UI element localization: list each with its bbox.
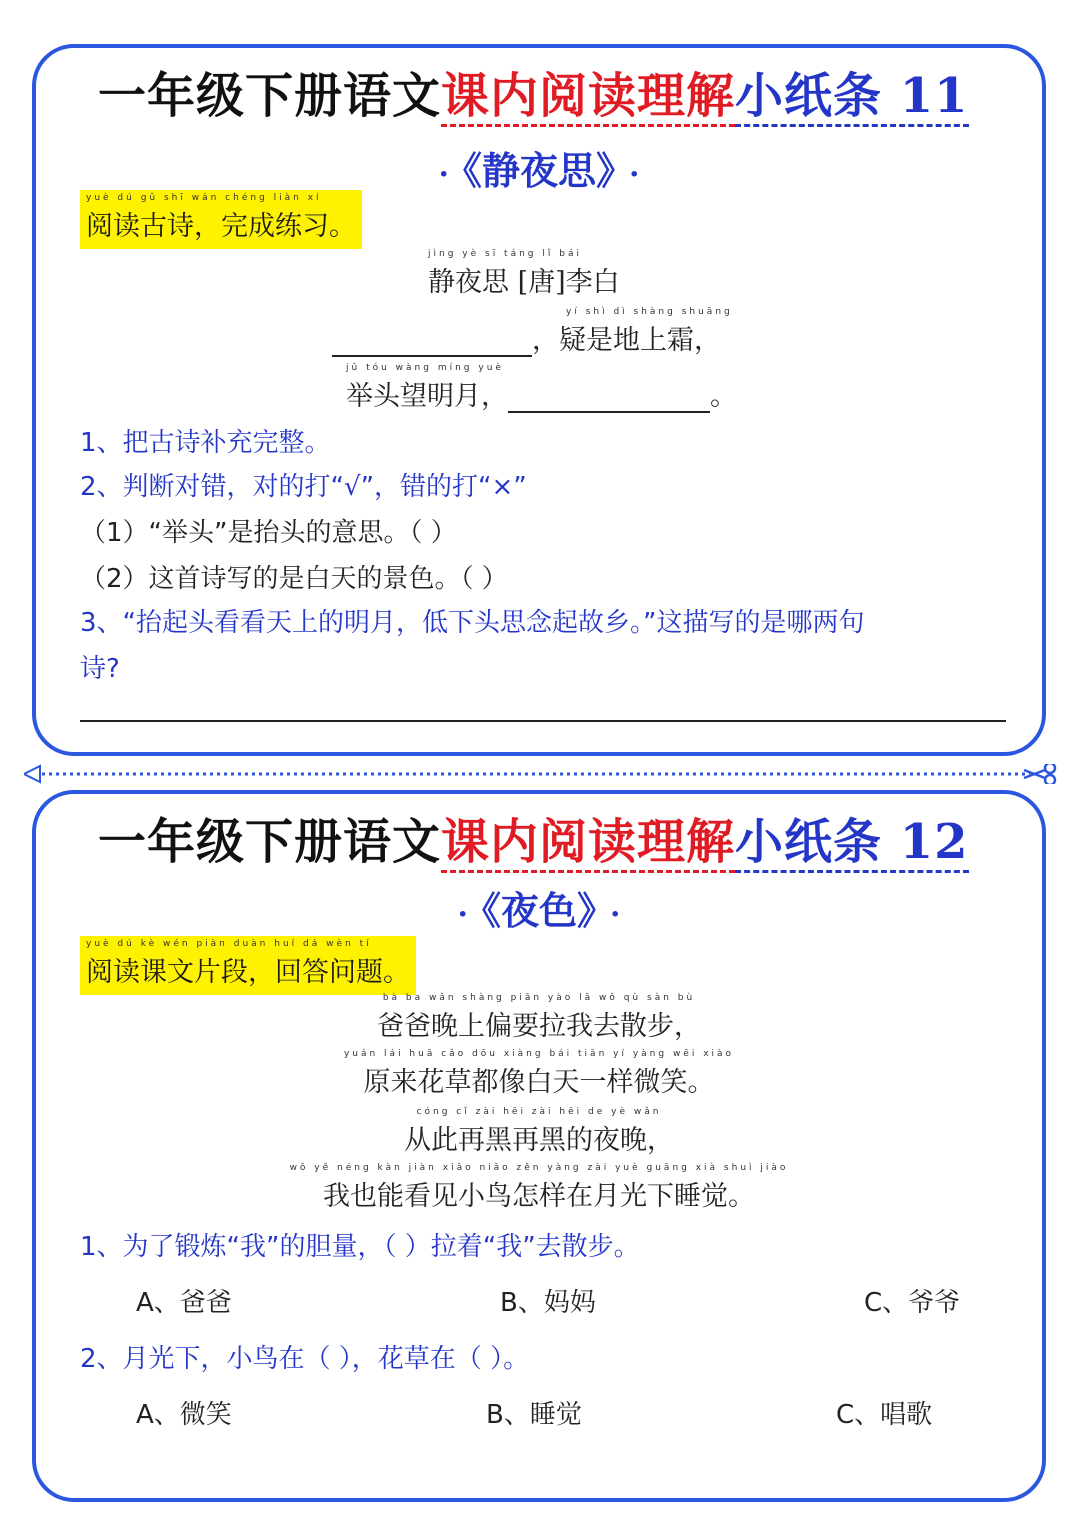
instruction-pinyin: yuè dú kè wén piàn duàn huí dá wèn tí bbox=[86, 939, 372, 949]
question-2: 2、月光下，小鸟在（ ），花草在（ ）。 bbox=[80, 1344, 530, 1374]
poem-line-1-2 bbox=[332, 306, 733, 357]
poem-line3-pinyin: jǔ tóu wàng míng yuè bbox=[346, 363, 504, 373]
scissors-icon bbox=[1024, 764, 1055, 784]
q2-option-a[interactable]: A、微笑 bbox=[136, 1400, 232, 1430]
poem-line-3-4 bbox=[346, 362, 737, 413]
title-part-reading: 课内阅读理解 bbox=[441, 68, 735, 127]
poem-title-pinyin: jìng yè sī táng lǐ bái bbox=[428, 249, 582, 259]
q2-option-b[interactable]: B、睡觉 bbox=[486, 1400, 582, 1430]
card-title bbox=[98, 810, 969, 874]
title-part-grade: 一年级下册语文 bbox=[98, 814, 442, 870]
q1-option-b[interactable]: B、妈妈 bbox=[500, 1288, 596, 1318]
instruction-text: 阅读古诗，完成练习。 bbox=[86, 211, 356, 242]
question-3-line-2: 诗? bbox=[80, 654, 120, 684]
poem-line2-text: ，疑是地上霜， bbox=[532, 325, 721, 356]
passage-pinyin: bà ba wǎn shàng piān yào lā wǒ qù sàn bù bbox=[382, 993, 696, 1003]
cut-line-separator bbox=[24, 764, 1064, 784]
passage-text: 我也能看见小鸟怎样在月光下睡觉。 bbox=[323, 1181, 755, 1212]
question-2-item-1: （1）“举头”是抬头的意思。（ ） bbox=[80, 518, 457, 548]
poem-line3-text: 举头望明月， bbox=[346, 381, 508, 412]
passage-line-3 bbox=[36, 1106, 1042, 1157]
passage-pinyin: cóng cǐ zài hēi zài hēi de yè wǎn bbox=[416, 1107, 662, 1117]
passage-line-2 bbox=[36, 1048, 1042, 1099]
passage-pinyin: wǒ yě néng kàn jiàn xiǎo niǎo zěn yàng zài yuè guāng xià shuì jiào bbox=[289, 1163, 789, 1173]
passage-line-1 bbox=[36, 992, 1042, 1043]
question-1: 1、把古诗补充完整。 bbox=[80, 428, 331, 458]
arrow-left-icon bbox=[24, 766, 40, 782]
title-part-grade: 一年级下册语文 bbox=[98, 68, 442, 124]
title-part-number: 小纸条 11 bbox=[735, 68, 969, 127]
passage-line-4 bbox=[36, 1162, 1042, 1213]
poem-line2-pinyin: yí shì dì shàng shuāng bbox=[566, 307, 733, 317]
q1-option-c[interactable]: C、爷爷 bbox=[864, 1288, 961, 1318]
question-3-line-1: 3、“抬起头看看天上的明月，低下头思念起故乡。”这描写的是哪两句 bbox=[80, 608, 865, 638]
subtitle-text: 《静夜思》 bbox=[462, 148, 615, 193]
question-2: 2、判断对错，对的打“√”，错的打“×” bbox=[80, 472, 527, 502]
passage-text: 爸爸晚上偏要拉我去散步， bbox=[377, 1011, 701, 1042]
instruction-highlight bbox=[80, 190, 362, 249]
instruction-pinyin: yuè dú gǔ shī wán chéng liàn xí bbox=[86, 193, 322, 203]
instruction-highlight bbox=[80, 936, 416, 995]
card-title bbox=[98, 64, 969, 128]
q2-option-c[interactable]: C、唱歌 bbox=[836, 1400, 933, 1430]
poem-title-line bbox=[428, 248, 620, 299]
answer-blank-2[interactable] bbox=[508, 387, 710, 413]
title-part-reading: 课内阅读理解 bbox=[441, 814, 735, 873]
passage-pinyin: yuán lái huā cǎo dōu xiàng bái tiān yí yàng wēi xiào bbox=[343, 1049, 735, 1059]
question-2-item-2: （2）这首诗写的是白天的景色。（ ） bbox=[80, 564, 508, 594]
title-part-number: 小纸条 12 bbox=[735, 814, 969, 873]
answer-blank-1[interactable] bbox=[332, 331, 532, 357]
instruction-text: 阅读课文片段，回答问题。 bbox=[86, 957, 410, 988]
subtitle-text: 《夜色》 bbox=[481, 888, 596, 933]
poem-title: 静夜思 [唐]李白 bbox=[428, 267, 620, 298]
answer-line-question-3[interactable] bbox=[80, 720, 1006, 722]
question-1: 1、为了锻炼“我”的胆量，（ ）拉着“我”去散步。 bbox=[80, 1232, 640, 1262]
poem-line3-end: 。 bbox=[710, 381, 737, 412]
passage-text: 从此再黑再黑的夜晚， bbox=[404, 1125, 674, 1156]
passage-text: 原来花草都像白天一样微笑。 bbox=[363, 1067, 715, 1098]
text-subtitle: · 《夜色》 · bbox=[457, 888, 621, 933]
worksheet-card-12 bbox=[32, 790, 1046, 1502]
poem-subtitle: · 《静夜思》 · bbox=[438, 148, 640, 193]
worksheet-card-11 bbox=[32, 44, 1046, 756]
q1-option-a[interactable]: A、爸爸 bbox=[136, 1288, 232, 1318]
